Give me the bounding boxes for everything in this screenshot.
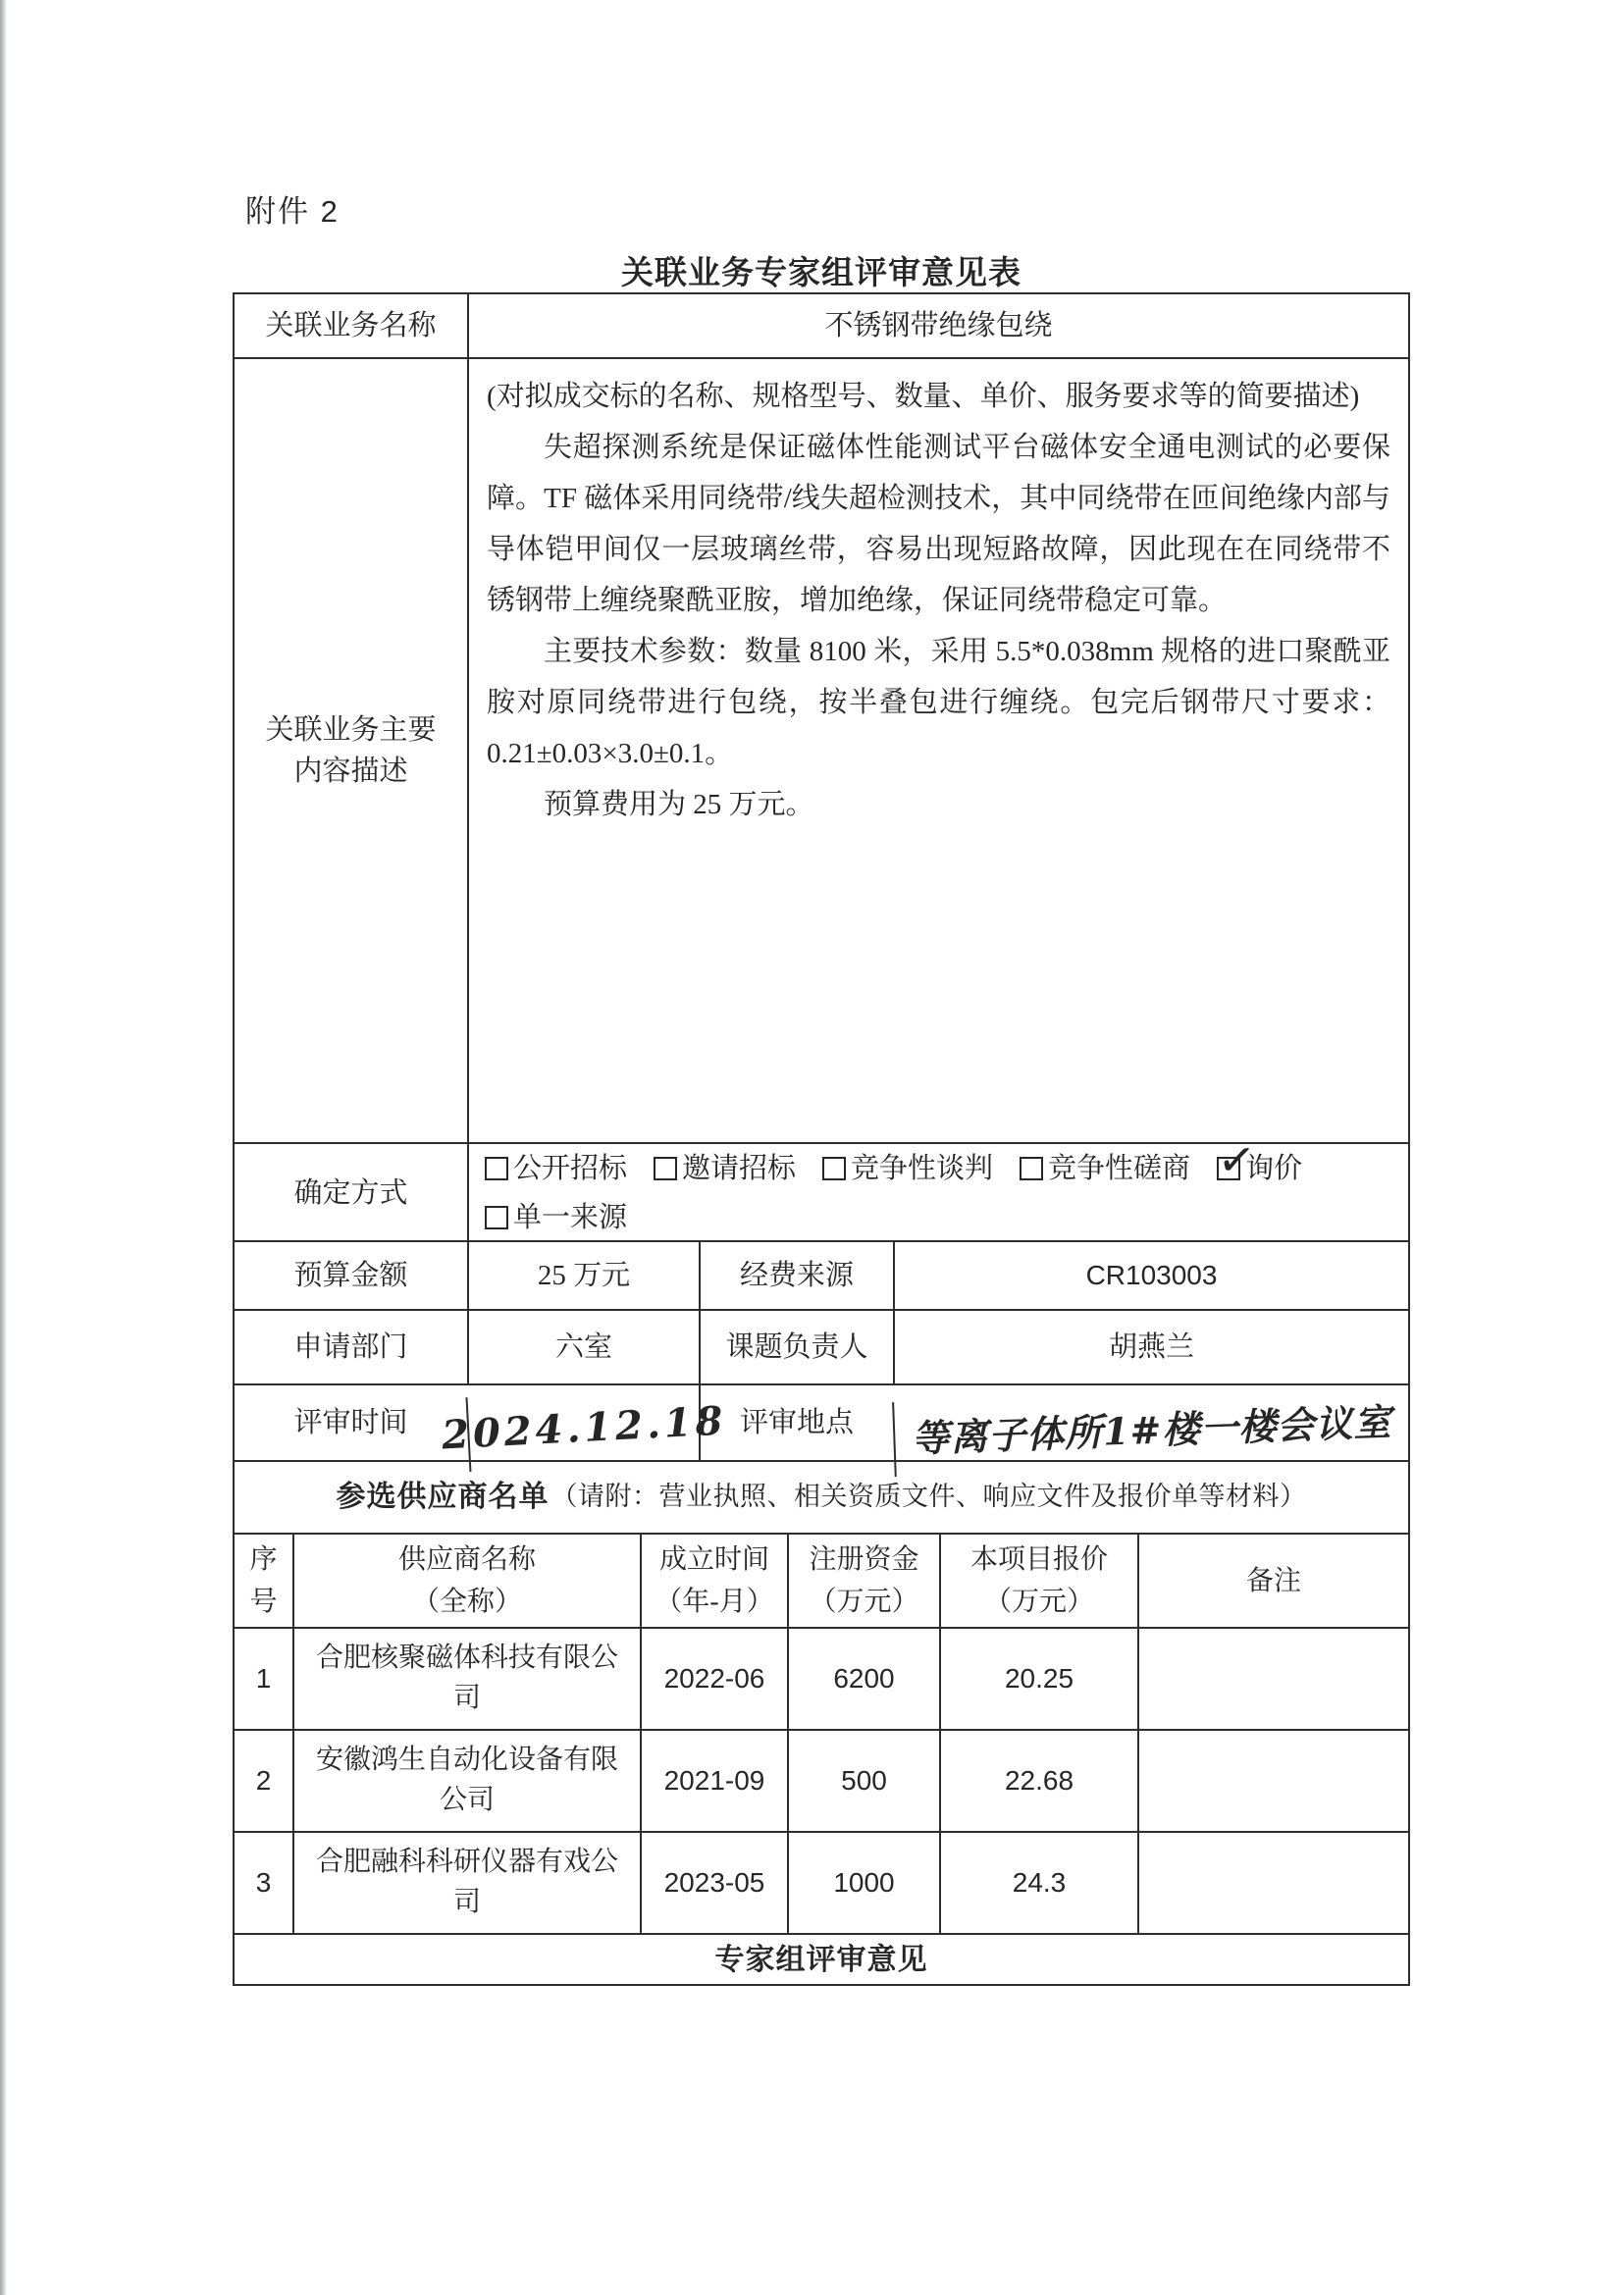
checkbox-icon[interactable] [822,1157,846,1180]
check-mark-icon: ✓ [1215,1131,1259,1188]
description-content [467,359,1408,1142]
checkbox-competitive-negotiation[interactable] [822,1148,993,1189]
supplier-seq-no: 1 [255,1662,272,1694]
header-project-quote: 本项目报价 （万元） [939,1535,1137,1628]
department-label: 申请部门 [293,1330,408,1363]
supplier-section-title: 参选供应商名单 [336,1481,550,1514]
review-form-table [233,292,1410,1986]
supplier-remark [1137,1629,1408,1729]
checkbox-competitive-consultation[interactable] [1020,1148,1190,1189]
checkbox-label: 公开招标 [513,1153,628,1184]
supplier-capital: 500 [787,1731,939,1831]
header-established: 成立时间 （年-月） [640,1535,787,1628]
budget-label: 预算金额 [293,1259,408,1291]
row-review-opinion-title [235,1933,1408,1984]
method-options-line-1 [485,1131,1303,1189]
header-registered-capital: 注册资金 （万元） [787,1535,939,1628]
review-place-handwritten-value: 等离子体所1#楼一楼会议室 [892,1384,1409,1477]
review-time-label: 评审时间 [293,1406,408,1438]
supplier-quote: 20.25 [939,1629,1137,1729]
supplier-capital: 1000 [787,1833,939,1933]
method-label: 确定方式 [293,1177,408,1210]
row-method [235,1131,1408,1240]
row-department [235,1309,1408,1383]
department-value: 六室 [467,1311,699,1383]
row-business-name [235,294,1408,357]
checkbox-icon[interactable] [485,1206,508,1229]
supplier-name: 合肥融科科研仪器有戏公司 [292,1833,640,1933]
funding-label: 经费来源 [699,1242,893,1309]
supplier-section-note: （请附：营业执照、相关资质文件、响应文件及报价单等材料） [550,1482,1307,1512]
row-review-time-place [235,1383,1408,1460]
checkbox-invited-bidding[interactable] [654,1148,796,1189]
checkbox-label: 询价 [1245,1153,1303,1184]
supplier-quote: 22.68 [939,1731,1137,1831]
supplier-established: 2022-06 [640,1629,787,1729]
supplier-seq-no: 3 [255,1866,272,1898]
supplier-row [235,1831,1408,1933]
checkbox-open-bidding[interactable] [485,1148,627,1189]
supplier-remark [1137,1731,1408,1831]
supplier-established: 2021-09 [640,1731,787,1831]
budget-value: 25 万元 [467,1242,699,1309]
business-name-value: 不锈钢带绝缘包绕 [467,294,1408,357]
supplier-quote: 24.3 [939,1833,1137,1933]
description-paragraph: 失超探测系统是保证磁体性能测试平台磁体安全通电测试的必要保障。TF 磁体采用同绕带/线失超检测技术，其中同绕带在匝间绝缘内部与导体铠甲间仅一层玻璃丝带，容易出现短路故障，因此现在在同绕带不锈钢带上缠绕聚酰亚胺，增加绝缘，保证同绕带稳定可靠。 [487,432,1390,616]
checkbox-label: 单一来源 [513,1202,628,1234]
supplier-remark [1137,1833,1408,1933]
header-remark: 备注 [1137,1535,1408,1628]
supplier-capital: 6200 [787,1629,939,1729]
method-options-line-2 [485,1197,627,1238]
page-title: 关联业务专家组评审意见表 [621,254,1022,290]
checkbox-icon[interactable] [1215,1131,1259,1188]
supplier-table-header [235,1533,1408,1627]
review-place-label: 评审地点 [699,1385,893,1460]
checkbox-label: 邀请招标 [682,1153,797,1184]
checkbox-icon[interactable] [1020,1157,1043,1180]
description-label: 关联业务主要 内容描述 [265,713,437,787]
review-opinion-title: 专家组评审意见 [714,1944,928,1976]
checkbox-single-source[interactable] [485,1197,627,1238]
review-time-handwritten-value: 2024.12.18 [465,1385,701,1472]
supplier-name: 合肥核聚磁体科技有限公司 [292,1629,640,1729]
leader-label: 课题负责人 [699,1311,893,1383]
scanner-edge-shadow [0,0,7,2295]
description-paragraph: 预算费用为 25 万元。 [544,789,814,820]
funding-value: CR103003 [893,1242,1408,1309]
checkbox-icon[interactable] [654,1157,677,1180]
header-supplier-name: 供应商名称 （全称） [292,1535,640,1628]
checkbox-inquiry[interactable] [1215,1131,1303,1189]
description-paragraph: 主要技术参数：数量 8100 米，采用 5.5*0.038mm 规格的进口聚酰亚胺对原同绕带进行包绕，按半叠包进行缠绕。包完后钢带尺寸要求：0.21±0.03×3.0±0.1。 [487,636,1390,769]
supplier-row [235,1627,1408,1729]
checkbox-label: 竞争性谈判 [851,1153,994,1184]
header-seq-no: 序 号 [249,1544,278,1618]
row-description [235,357,1408,1142]
leader-value: 胡燕兰 [893,1311,1408,1383]
business-name-label: 关联业务名称 [265,309,437,341]
checkbox-label: 竞争性磋商 [1048,1153,1191,1184]
supplier-name: 安徽鸿生自动化设备有限公司 [292,1731,640,1831]
supplier-seq-no: 2 [255,1764,272,1796]
supplier-established: 2023-05 [640,1833,787,1933]
supplier-row [235,1729,1408,1831]
attachment-label: 附件 2 [245,194,340,229]
checkbox-icon[interactable] [485,1157,508,1180]
method-options [467,1131,1408,1242]
supplier-section-band [235,1462,1408,1533]
row-budget [235,1240,1408,1309]
row-supplier-section-title [235,1460,1408,1533]
description-hint: (对拟成交标的名称、规格型号、数量、单价、服务要求等的简要描述) [487,381,1360,412]
